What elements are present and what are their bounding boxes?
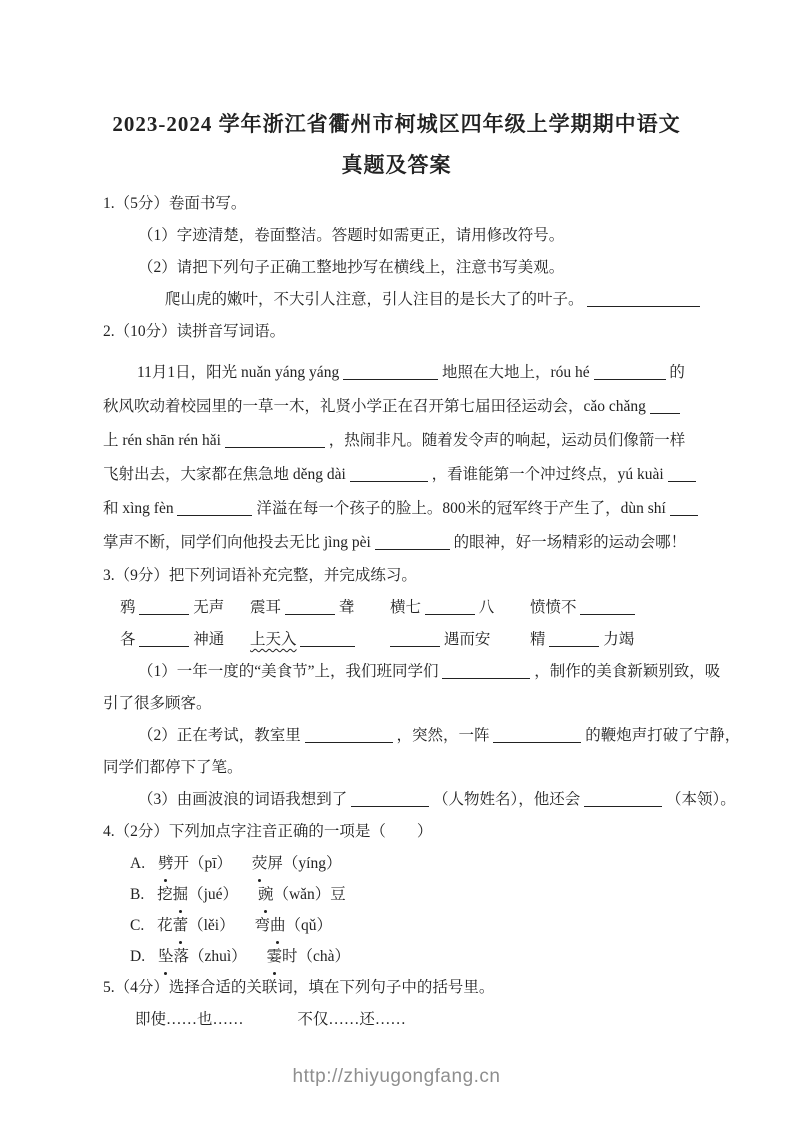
option-text: 开（pī） [173, 855, 233, 872]
word-fill-item [390, 624, 530, 656]
q2-line-3 [103, 424, 686, 458]
q2-text: 的眼神，好一场精彩的运动会哪！ [453, 534, 687, 551]
q3-item-1-line-2: 引了很多顾客。 [103, 695, 212, 712]
q3-text: 的鞭炮声打破了宁静， [585, 727, 741, 744]
word-fill-item [390, 592, 530, 624]
q5-header: 5.（4分）选择合适的关联词，填在下列句子中的括号里。 [103, 979, 495, 996]
word-text: 无声 [193, 599, 225, 616]
q1-copy-line [103, 284, 681, 316]
q3-text: （本领）。 [666, 791, 736, 808]
q2-text: 秋风吹动着校园里的一草一木，礼贤小学正在召开第七届田径运动会，cǎo chǎng [103, 398, 646, 415]
q2-line-4 [103, 458, 681, 492]
q2-text: 地照在大地上，róu hé [441, 364, 590, 381]
dotted-character: 坠 [158, 941, 174, 972]
q5-conjunction-pairs [103, 1004, 681, 1036]
option-term [157, 917, 235, 934]
q2-header: 2.（10分）读拼音写词语。 [103, 323, 286, 340]
word-answer-blank [139, 632, 189, 647]
word-text: 精 [530, 631, 546, 648]
dotted-character: 曲 [270, 910, 286, 941]
word-answer-blank [425, 600, 475, 615]
q1-header: 1.（5分）卷面书写。 [103, 195, 247, 212]
q4-option-d [103, 941, 681, 972]
q3-answer-blank [493, 728, 581, 743]
option-term [158, 855, 232, 872]
q4-option-c [103, 910, 681, 941]
word-answer-blank [285, 600, 335, 615]
q3-text: （1）一年一度的“美食节”上，我们班同学们 [138, 663, 439, 680]
q2-answer-blank [225, 433, 325, 448]
q3-text: ，制作的美食新颖别致，吸 [534, 663, 721, 680]
conjunction-pair-1: 即使……也…… [135, 1011, 244, 1028]
q2-answer-blank [350, 467, 428, 482]
q2-answer-blank [594, 365, 666, 380]
word-fill-item [530, 592, 635, 624]
dotted-character: 荧 [252, 848, 268, 879]
document-title [0, 104, 793, 186]
word-answer-blank [580, 600, 635, 615]
q2-line-2 [103, 390, 681, 424]
option-letter: D. [130, 948, 146, 965]
q3-header: 3.（9分）把下列词语补充完整，并完成练习。 [103, 567, 417, 584]
dotted-character: 霎 [267, 941, 283, 972]
q3-item-2-line-2: 同学们都停下了笔。 [103, 759, 243, 776]
word-text: 愤愤不 [530, 599, 577, 616]
q2-text: 洋溢在每一个孩子的脸上。800米的冠军终于产生了，dùn shí [256, 500, 666, 517]
word-answer-blank [549, 632, 599, 647]
q1-sentence: 爬山虎的嫩叶，不大引人注意，引人注目的是长大了的叶子。 [165, 291, 584, 308]
dotted-character: 劈 [158, 848, 174, 879]
q3-answer-blank [351, 792, 429, 807]
q3-answer-blank [584, 792, 662, 807]
word-fill-item [250, 592, 390, 624]
footer-url: http://zhiyugongfang.cn [292, 1066, 501, 1087]
q3-text: （人物姓名），他还会 [433, 791, 581, 808]
option-letter: B. [130, 886, 145, 903]
dotted-character: 蕾 [173, 910, 189, 941]
q3-answer-blank [442, 664, 530, 679]
option-text: 弯 [254, 917, 271, 934]
option-term [158, 948, 247, 965]
q2-text: 和 xìng fèn [103, 500, 174, 517]
option-term [157, 886, 238, 903]
option-text: 时（chà） [282, 948, 351, 965]
q1-item-1: （1）字迹清楚，卷面整洁。答题时如需更正，请用修改符号。 [138, 227, 565, 244]
conjunction-pair-2: 不仅……还…… [297, 1011, 406, 1028]
title-line-2: 真题及答案 [341, 153, 452, 177]
word-text: 聋 [338, 599, 355, 616]
q2-text: ，看谁能第一个冲过终点，yú kuài [431, 466, 664, 483]
word-text: 震耳 [250, 599, 282, 616]
q2-answer-blank [177, 501, 252, 516]
q2-text: ，热闹非凡。随着发令声的响起，运动员们像箭一样 [328, 432, 686, 449]
footer-watermark [0, 1066, 793, 1088]
word-text-wavy-underlined: 上天入 [250, 631, 297, 648]
q3-item-1-line-1 [103, 656, 721, 688]
option-text: 花 [157, 917, 173, 934]
option-text: 落（zhuì） [173, 948, 247, 965]
q2-answer-blank [343, 365, 438, 380]
q2-text: 飞射出去，大家都在焦急地 děng dài [103, 466, 346, 483]
option-text: 屏（yíng） [267, 855, 342, 872]
q2-text: 的 [669, 364, 685, 381]
option-term [255, 917, 333, 934]
q2-answer-blank [668, 467, 696, 482]
q2-line-5 [103, 492, 681, 526]
word-text: 八 [478, 599, 495, 616]
q2-line-1 [103, 356, 685, 390]
q4-option-b [103, 879, 681, 910]
word-answer-blank [300, 632, 355, 647]
option-text: 挖 [157, 886, 173, 903]
q3-text: （3）由画波浪的词语我想到了 [138, 791, 348, 808]
q2-paragraph [103, 356, 687, 560]
word-answer-blank [139, 600, 189, 615]
q2-text: 11月1日，阳光 nuǎn yáng yáng [137, 364, 340, 381]
word-answer-blank [390, 632, 440, 647]
word-text: 力竭 [603, 631, 635, 648]
word-text: 遇而安 [443, 631, 491, 648]
word-text: 横七 [390, 599, 422, 616]
q3-answer-blank [305, 728, 393, 743]
q3-text: （2）正在考试，教室里 [138, 727, 301, 744]
q2-text: 掌声不断，同学们向他投去无比 jìng pèi [103, 534, 371, 551]
q3-word-row-2 [103, 624, 681, 656]
q3-word-row-1 [103, 592, 681, 624]
word-fill-item [250, 624, 390, 656]
option-text: （wǎn）豆 [273, 886, 346, 903]
q2-line-6 [103, 526, 687, 560]
word-fill-item [120, 592, 250, 624]
option-letter: A. [130, 855, 146, 872]
option-term [258, 886, 346, 903]
word-text: 鸦 [120, 599, 136, 616]
q2-answer-blank [650, 399, 680, 414]
q4-header: 4.（2分）下列加点字注音正确的一项是（ ） [103, 823, 433, 840]
option-term [252, 855, 342, 872]
q2-answer-blank [670, 501, 698, 516]
q1-answer-blank [587, 292, 700, 307]
exam-content [103, 188, 741, 1036]
option-letter: C. [130, 917, 145, 934]
option-text: （jué） [188, 886, 239, 903]
dotted-character: 掘 [173, 879, 189, 910]
word-fill-item [120, 624, 250, 656]
q1-item-2: （2）请把下列句子正确工整地抄写在横线上，注意书写美观。 [138, 259, 565, 276]
q3-text: ，突然，一阵 [396, 727, 490, 744]
word-text: 神通 [193, 631, 225, 648]
option-text: （lěi） [188, 917, 235, 934]
option-text: （qǔ） [285, 917, 333, 934]
q3-item-2-line-1 [103, 720, 741, 752]
q2-text: 上 rén shān rén hǎi [103, 432, 221, 449]
word-text: 各 [120, 631, 136, 648]
dotted-character: 豌 [258, 879, 274, 910]
option-term [267, 948, 351, 965]
q3-item-3-line [103, 784, 736, 816]
title-line-1: 2023-2024 学年浙江省衢州市柯城区四年级上学期期中语文 [112, 112, 681, 136]
q2-answer-blank [375, 535, 450, 550]
q4-option-a [103, 848, 681, 879]
word-fill-item [530, 624, 634, 656]
